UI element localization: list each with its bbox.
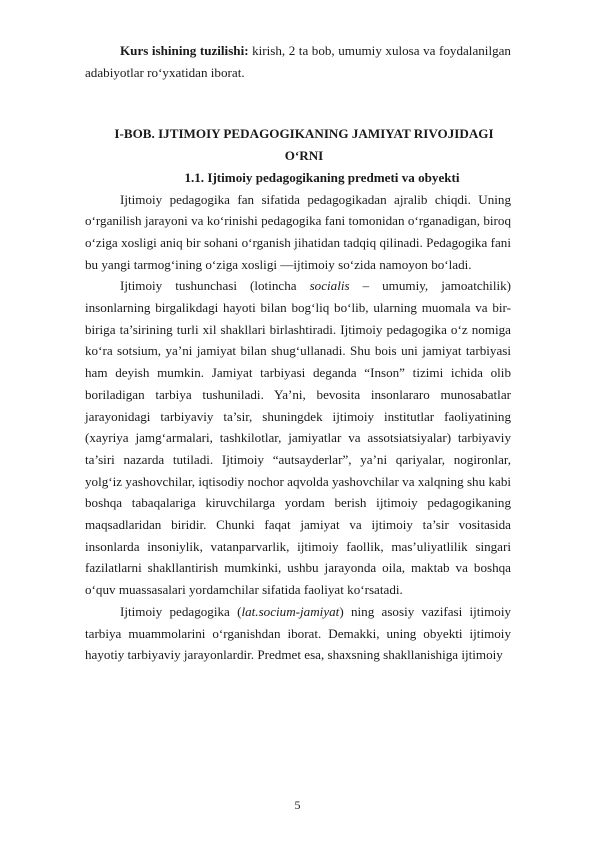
- document-page: [85, 40, 511, 666]
- intro-paragraph: [85, 40, 511, 83]
- section-title: 1.1. Ijtimoiy pedagogikaning predmeti va obyekti: [184, 169, 460, 185]
- paragraph-3-before: Ijtimoiy pedagogika (: [120, 603, 242, 619]
- paragraph-2: [85, 275, 511, 601]
- paragraph-3-after: ) ning asosiy vazifasi ijtimoiy tarbiya muammolarini o‘rganishdan iborat. Demakki, uning obyekti ijtimoiy hayotiy tarbiyaviy jarayonlardir. Predmet esa, shaxsning shakllanishiga ijtimoiy: [85, 603, 512, 663]
- chapter-title: I-BOB. IJTIMOIY PEDAGOGIKANING JAMIYAT RIVOJIDAGI O‘RNI: [114, 126, 494, 164]
- paragraph-3: [85, 601, 511, 666]
- paragraph-2-before: Ijtimoiy tushunchasi (lotincha: [120, 278, 310, 294]
- paragraph-1: Ijtimoiy pedagogika fan sifatida pedagogikadan ajralib chiqdi. Uning o‘rganilish jarayoni va ko‘rinishi pedagogika fani tomonidan o‘rganadigan, biroq o‘ziga xosligi aniq bir sohani o‘rganish jihatidan tadqiq qilinadi. Pedagogika fani bu yangi tarmog‘ining o‘ziga xosligi —ijtimoiy so‘zida namoyon bo‘ladi.: [85, 191, 511, 272]
- paragraph-3-italic-term: lat.socium-jamiyat: [241, 603, 340, 619]
- paragraph-2-after: – umumiy, jamoatchilik) insonlarning birgalikdagi hayoti bilan bog‘liq bo‘lib, ularning muomala va bir-biriga ta’sirining turli xil shakllari birlashtiradi. Ijtimoiy pedagogika o‘z nomiga ko‘ra sotsium, ya’ni jamiyat bilan shug‘ullanadi. Shu bois uni jamiyat tarbiyasi ham deyish mumkin. Jamiyat tarbiyasi deganda “Inson” tizimi ichida olib boriladigan tarbiya tushuniladi. Ya’ni, bevosita insonlararo munosabatlar jarayonidagi tarbiyaviy ta’sir, shuningdek ijtimoiy institutlar faoliyatining (xayriya jamg‘armalari, tashkilotlar, jamiyatlar va assotsiatsiyalar) tarbiyaviy ta’siri nazarda tutiladi. Ijtimoiy “autsayderlar”, ya’ni qariyalar, nogironlar, yolg‘iz yashovchilar, iqtisodiy nochor aqvolda yashovchilar va xalqning shu kabi boshqa tabaqalariga kiruvchilarga yordam berish ijtimoiy pedagogikaning maqsadlaridan biridir. Chunki faqat jamiyat va ijtimoiy ta’sir vositasida insonlarda insoniylik, vatanparvarlik, ijtimoiy faollik, mas’uliyatlilik singari fazilatlarni shakllantirish mumkinki, ushbu jarayonda oila, maktab va boshqa o‘quv muassasalari yordamchilar sifatida faoliyat ko‘rsatadi.: [85, 278, 512, 598]
- intro-bold-label: Kurs ishining tuzilishi:: [120, 43, 249, 58]
- page-number: 5: [294, 798, 301, 812]
- intro-text: kirish, 2 ta bob, umumiy xulosa va foydalanilgan adabiyotlar ro‘yxatidan iborat.: [85, 43, 511, 80]
- paragraph-2-italic-term: socialis: [309, 278, 350, 294]
- spacer: [85, 83, 511, 123]
